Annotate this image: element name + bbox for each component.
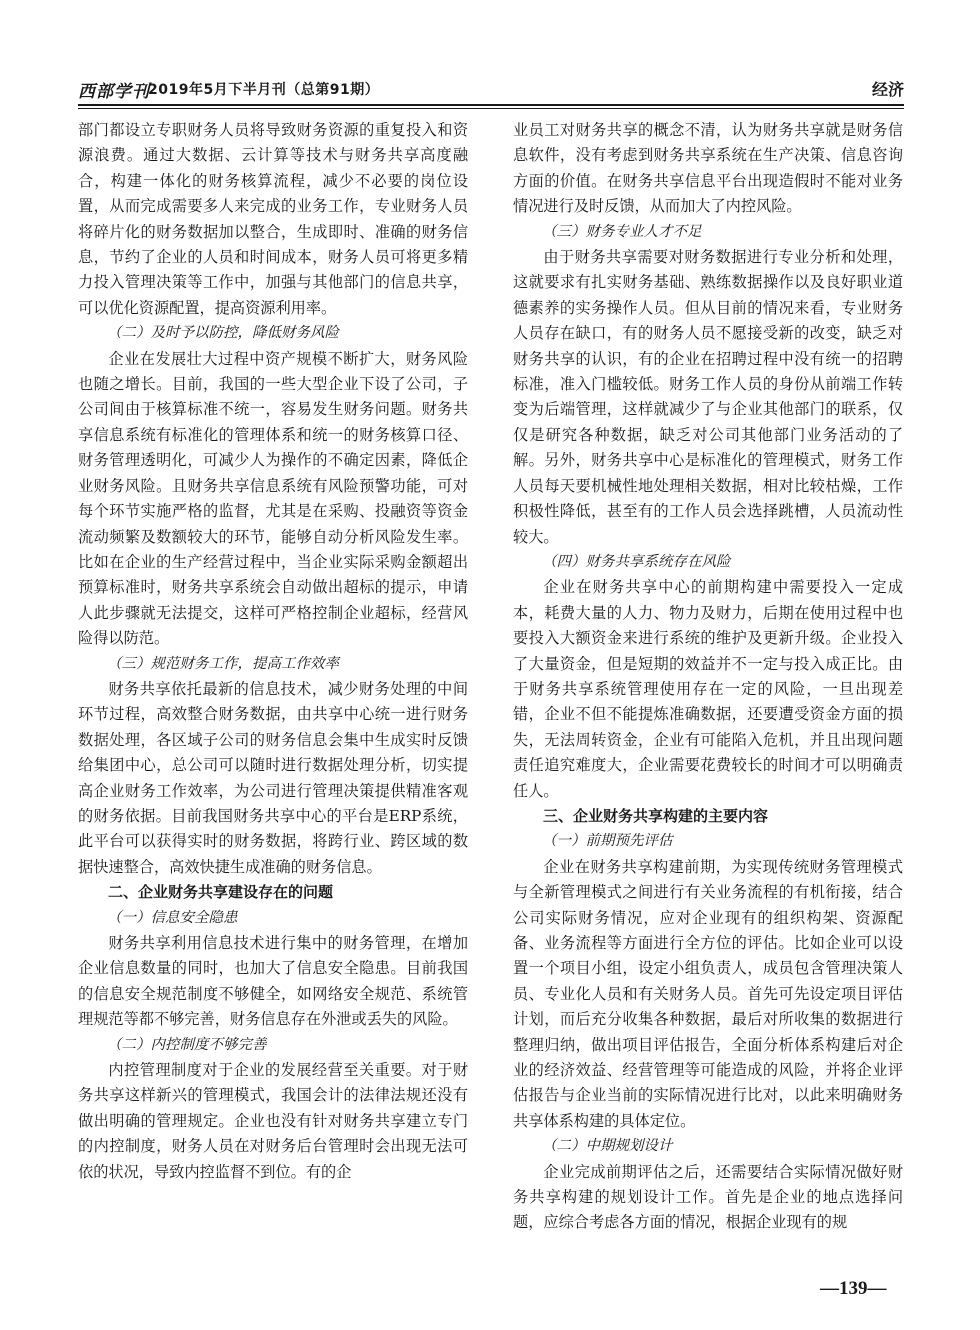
page-number: —139— xyxy=(820,1278,887,1299)
paragraph: 财务共享依托最新的信息技术，减少财务处理的中间环节过程，高效整合财务数据，由共享中心统一进行财务数据处理，各区域子公司的财务信息会集中生成实时反馈给集团中心，总公司可以随时进行数据处理分析，切实提高企业财务工作效率，为公司进行管理决策提供精准客观的财务依据。目前我国财务共享中心的平台是ERP系统，此平台可以获得实时的财务数据，将跨行业、跨区域的数据快速整合，高效快捷生成准确的财务信息。 xyxy=(78,679,468,876)
paragraph: 由于财务共享需要对财务数据进行专业分析和处理，这就要求有扎实财务基础、熟练数据操作以及良好职业道德素养的实务操作人员。但从目前的情况来看，专业财务人员存在缺口，有的财务人员不愿接受新的改变，缺乏对财务共享的认识，有的企业在招聘过程中没有统一的招聘标准，准入门槛较低。财务工作人员的身份从前端工作转变为后端管理，这样就减少了与企业其他部门的联系，仅仅是研究各种数据，缺乏对公司其他部门业务活动的了解。另外，财务共享中心是标准化的管理模式，财务工作人员每天要机械性地处理相关数据，相对比较枯燥，工作积极性降低，甚至有的工作人员会选择跳槽，人员流动性较大。 xyxy=(513,248,903,546)
section-name: 经济 xyxy=(871,80,904,99)
header-rule xyxy=(78,104,904,109)
running-header xyxy=(78,76,904,104)
subsection-heading: （三）财务专业人才不足 xyxy=(542,223,702,240)
paragraph: 业员工对财务共享的概念不清，认为财务共享就是财务信息软件，没有考虑到财务共享系统在生产决策、信息咨询方面的价值。在财务共享信息平台出现造假时不能对业务情况进行及时反馈，从而加大了内控风险。 xyxy=(513,121,903,216)
subsection-heading: （四）财务共享系统存在风险 xyxy=(542,553,731,570)
subsection-heading: （二）内控制度不够完善 xyxy=(107,1036,267,1053)
paragraph: 部门都设立专职财务人员将导致财务资源的重复投入和资源浪费。通过大数据、云计算等技术与财务共享高度融合，构建一体化的财务核算流程，减少不必要的岗位设置，从而完成需要多人来完成的业务工作，专业财务人员将碎片化的财务数据加以整合，生成即时、准确的财务信息，节约了企业的人员和时间成本，财务人员可将更多精力投入管理决策等工作中，加强与其他部门的信息共享，可以优化资源配置，提高资源利用率。 xyxy=(78,121,468,317)
subsection-heading: （二）中期规划设计 xyxy=(542,1138,673,1155)
paragraph: 企业在发展壮大过程中资产规模不断扩大，财务风险也随之增长。目前，我国的一些大型企业下设了公司，子公司间由于核算标准不统一，容易发生财务问题。财务共享信息系统有标准化的管理体系和统一的财务核算口径、财务管理透明化，可减少人为操作的不确定因素，降低企业财务风险。且财务共享信息系统有风险预警功能，可对每个环节实施严格的监督，尤其是在采购、投融资等资金流动频繁及数额较大的环节，能够自动分析风险发生率。比如在企业的生产经营过程中，当企业实际采购金额超出预算标准时，财务共享系统会自动做出超标的提示，申请人此步骤就无法提交，这样可严格控制企业超标，经营风险得以防范。 xyxy=(78,349,468,648)
paragraph: 财务共享利用信息技术进行集中的财务管理，在增加企业信息数量的同时，也加大了信息安全隐患。目前我国的信息安全规范制度不够健全，如网络安全规范、系统管理规范等都不够完善，财务信息存在外泄或丢失的风险。 xyxy=(78,934,468,1029)
left-column xyxy=(78,118,468,1240)
section-heading: 二、企业财务共享建设存在的问题 xyxy=(108,883,334,902)
section-heading: 三、企业财务共享构建的主要内容 xyxy=(543,806,769,825)
paragraph: 内控管理制度对于企业的发展经营至关重要。对于财务共享这样新兴的管理模式，我国会计的法律法规还没有做出明确的管理规定。企业也没有针对财务共享建立专门的内控制度，财务人员在对财务后台管理时会出现无法可依的状况，导致内控监督不到位。有的企 xyxy=(78,1061,468,1181)
paragraph: 企业完成前期评估之后，还需要结合实际情况做好财务共享构建的规划设计工作。首先是企业的地点选择问题，应综合考虑各方面的情况，根据企业现有的规 xyxy=(513,1162,903,1232)
issue-info: 2019年5月下半月刊（总第91期） xyxy=(148,82,380,98)
subsection-heading: （一）信息安全隐患 xyxy=(107,909,238,926)
journal-logo: 西部学刊 xyxy=(78,82,150,102)
paragraph: 企业在财务共享构建前期，为实现传统财务管理模式与全新管理模式之间进行有关业务流程的有机衔接，结合公司实际财务情况，应对企业现有的组织构架、资源配备、业务流程等方面进行全方位的评估。比如企业可以设置一个项目小组，设定小组负责人，成员包含管理决策人员、专业化人员和有关财务人员。首先可先设定项目评估计划，而后充分收集各种数据，最后对所收集的数据进行整理归纳，做出项目评估报告，全面分析体系构建后对企业的经济效益、经营管理等可能造成的风险，并将企业评估报告与企业当前的实际情况进行比对，以此来明确财务共享体系构建的具体定位。 xyxy=(513,857,903,1130)
subsection-heading: （一）前期预先评估 xyxy=(542,833,673,850)
subsection-heading: （三）规范财务工作，提高工作效率 xyxy=(107,655,339,672)
right-column xyxy=(513,118,903,1240)
paragraph: 企业在财务共享中心的前期构建中需要投入一定成本，耗费大量的人力、物力及财力，后期在使用过程中也要投入大额资金来进行系统的维护及更新升级。企业投入了大量资金，但是短期的效益并不一定与投入成正比。由于财务共享系统管理使用存在一定的风险，一旦出现差错，企业不但不能提炼准确数据，还要遭受资金方面的损失，无法周转资金，企业有可能陷入危机，并且出现问题责任追究难度大，企业需要花费较长的时间才可以明确责任人。 xyxy=(513,578,903,800)
subsection-heading: （二）及时予以防控，降低财务风险 xyxy=(107,325,339,342)
